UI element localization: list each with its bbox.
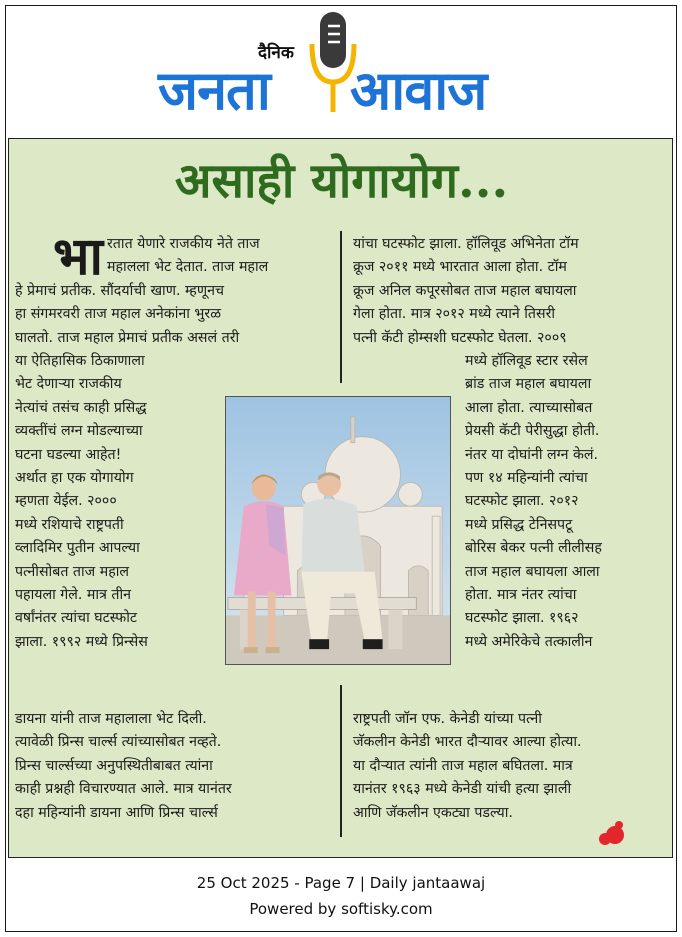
- text-line: क्रूज २०११ मध्ये भारतात आला होता. टॉम: [353, 259, 567, 276]
- col1-bottom-text: [15, 708, 232, 825]
- text-line: मध्ये प्रसिद्ध टेनिसपटू: [465, 516, 573, 533]
- article-photo: [225, 396, 451, 665]
- text-line: घटना घडल्या आहेत!: [15, 446, 122, 463]
- end-mark-icon: [597, 819, 629, 849]
- text-line: राष्ट्रपती जॉन एफ. केनेडी यांच्या पत्नी: [353, 711, 542, 727]
- text-line: आला होता. त्याच्यासोबत: [465, 399, 593, 416]
- text-line: म्हणता येईल. २०००: [15, 493, 117, 510]
- text-line: मध्ये हॉलिवूड स्टार रसेल: [465, 353, 588, 369]
- text-line: काही प्रश्नही विचारण्यात आले. मात्र यानंतर: [15, 781, 232, 798]
- text-line: वर्षांनंतर त्यांचा घटस्फोट: [15, 610, 138, 627]
- text-line: घटस्फोट झाला. २०१२: [465, 493, 579, 510]
- text-line: बोरिस बेकर पत्नी लीलीसह: [465, 540, 602, 557]
- text-line: नंतर या दोघांनी लग्न केलं.: [465, 446, 599, 463]
- headline: असाही योगायोग...: [174, 153, 509, 209]
- footer-date-line: 25 Oct 2025 - Page 7 | Daily jantaawaj: [196, 874, 486, 892]
- col2-mid-text: [465, 350, 602, 654]
- dropcap: भा: [53, 227, 104, 287]
- text-line: या ऐतिहासिक ठिकाणाला: [15, 353, 145, 369]
- text-line: क्रूज अनिल कपूरसोबत ताज महाल बघायला: [353, 282, 577, 299]
- text-line: होता. मात्र नंतर त्यांचा: [465, 586, 577, 603]
- masthead-title-left: जनता: [158, 59, 270, 122]
- text-line: पत्नी कॅटी होम्सशी घटस्फोट घेतला. २००९: [353, 329, 567, 346]
- text-line: दहा महिन्यांनी डायना आणि प्रिन्स चार्ल्स: [15, 804, 218, 821]
- text-line: घटस्फोट झाला. १९६२: [465, 610, 579, 627]
- text-line: ब्रांड ताज महाल बघायला: [465, 376, 592, 393]
- col2-top-text: [353, 233, 579, 350]
- text-line: पत्नीसोबत ताज महाल: [15, 563, 130, 580]
- text-line: व्लादिमिर पुतीन आपल्या: [15, 540, 140, 557]
- col1-mid-text: [15, 350, 148, 654]
- text-line: प्रिन्स चार्ल्सच्या अनुपस्थितीबाबत त्यांना: [15, 757, 213, 774]
- text-line: पहायला गेले. मात्र तीन: [15, 586, 132, 603]
- text-line: मध्ये रशियाचे राष्ट्रपती: [15, 516, 124, 533]
- footer-powered-line: Powered by softisky.com: [249, 900, 433, 918]
- masthead-title-right: आवाज: [350, 59, 487, 122]
- text-line: या दौऱ्यात त्यांनी ताज महाल बघितला. मात्र: [353, 757, 573, 774]
- text-line: नेत्यांचं तसंच काही प्रसिद्ध: [15, 399, 147, 416]
- text-line: रतात येणारे राजकीय नेते ताज: [107, 236, 260, 252]
- masthead: [0, 0, 682, 138]
- text-line: जॅकलीन केनेडी भारत दौऱ्यावर आल्या होत्या.: [353, 734, 582, 751]
- text-line: ताज महाल बघायला आला: [465, 563, 600, 580]
- text-line: प्रेयसी कॅटी पेरीसुद्धा होती.: [465, 423, 600, 440]
- col1-top-text: [107, 233, 268, 280]
- column-divider-bottom: [340, 685, 342, 837]
- text-line: हे प्रेमाचं प्रतीक. सौंदर्याची खाण. म्हणूनच: [15, 282, 224, 299]
- text-line: भेट देणाऱ्या राजकीय: [15, 376, 122, 393]
- col1-top-text-full: [15, 280, 239, 350]
- text-line: पण १४ महिन्यांनी त्यांचा: [465, 469, 588, 486]
- text-line: यांचा घटस्फोट झाला. हॉलिवूड अभिनेता टॉम: [353, 236, 579, 252]
- text-line: हा संगमरवरी ताज महाल अनेकांना भुरळ: [15, 306, 221, 323]
- text-line: अर्थात हा एक योगायोग: [15, 469, 134, 486]
- text-line: झाला. १९९२ मध्ये प्रिन्सेस: [15, 633, 148, 650]
- col2-bottom-text: [353, 708, 582, 825]
- text-line: व्यक्तींचं लग्न मोडल्याच्या: [15, 423, 143, 440]
- article-panel: [8, 138, 673, 858]
- text-line: आणि जॅकलीन एकट्या पडल्या.: [353, 804, 513, 821]
- text-line: महालला भेट देतात. ताज महाल: [107, 259, 269, 276]
- text-line: यानंतर १९६३ मध्ये केनेडी यांची हत्या झाली: [353, 781, 572, 798]
- text-line: घालतो. ताज महाल प्रेमाचं प्रतीक असलं तरी: [15, 329, 240, 346]
- column-divider-top: [340, 231, 342, 383]
- text-line: त्यावेळी प्रिन्स चार्ल्स त्यांच्यासोबत नव्हते.: [15, 734, 222, 751]
- text-line: डायना यांनी ताज महालाला भेट दिली.: [15, 711, 207, 727]
- masthead-daily: दैनिक: [258, 43, 294, 63]
- text-line: गेला होता. मात्र २०१२ मध्ये त्याने तिसरी: [353, 306, 556, 323]
- text-line: मध्ये अमेरिकेचे तत्कालीन: [465, 633, 593, 650]
